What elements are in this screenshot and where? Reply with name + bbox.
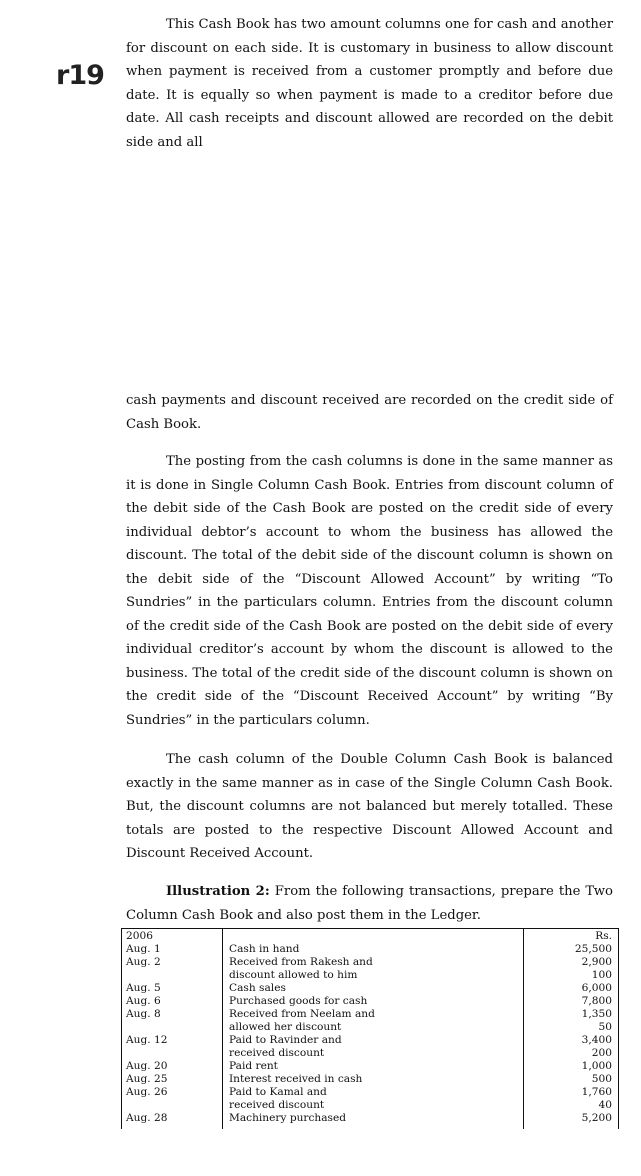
transactions-table xyxy=(121,928,619,1129)
date-cell: Aug. 8 xyxy=(126,1008,161,1020)
amount-column xyxy=(524,929,616,1129)
amount-cell: 1,760 xyxy=(581,1086,612,1098)
paragraph-balancing: The cash column of the Double Column Cash Book is balanced exactly in the same manner as in case of the Single Column Cash Book. But, the discount columns are not balanced but merely totalled. These totals are posted to the respective Discount Allowed Account and Discount Received Account. xyxy=(126,752,613,861)
description-cell: Interest received in cash xyxy=(229,1073,363,1085)
description-cell: Paid rent xyxy=(229,1060,278,1072)
description-cell: Cash sales xyxy=(229,982,286,994)
amount-cell: 6,000 xyxy=(581,982,612,994)
description-cell: Paid to Kamal and xyxy=(229,1086,327,1098)
illustration-text: From the following transactions, prepare the Two Column Cash Book and also post them in the Ledger. xyxy=(126,884,613,923)
date-cell: Aug. 5 xyxy=(126,982,161,994)
page-number: r19 xyxy=(56,60,104,91)
year-cell: 2006 xyxy=(126,930,153,942)
amount-cell: 500 xyxy=(591,1073,612,1085)
date-column xyxy=(122,929,223,1129)
date-cell: Aug. 1 xyxy=(126,943,161,955)
description-cell: Machinery purchased xyxy=(229,1112,347,1124)
amount-cell: 1,350 xyxy=(581,1008,612,1020)
description-cell: discount allowed to him xyxy=(229,969,358,981)
description-column xyxy=(223,929,524,1129)
date-cell: Aug. 28 xyxy=(126,1112,168,1124)
description-cell: Received from Rakesh and xyxy=(229,956,373,968)
illustration-heading: Illustration 2: xyxy=(166,884,270,899)
amount-cell: 50 xyxy=(598,1021,612,1033)
amount-cell: 100 xyxy=(591,969,612,981)
amount-cell: 2,900 xyxy=(581,956,612,968)
paragraph-cash-book-continued: cash payments and discount received are recorded on the credit side of Cash Book. xyxy=(126,393,613,432)
paragraph-cash-book-intro: This Cash Book has two amount columns one for cash and another for discount on each side. It is customary in business to allow discount when payment is received from a customer promptly and before due date. It is equally so when payment is made to a creditor before due date. All cash receipts and discount allowed are recorded on the debit side and all xyxy=(126,17,613,150)
amount-cell: 25,500 xyxy=(574,943,612,955)
amount-cell: 7,800 xyxy=(581,995,612,1007)
amount-cell: 5,200 xyxy=(581,1112,612,1124)
description-cell: Purchased goods for cash xyxy=(229,995,368,1007)
amount-cell: 200 xyxy=(591,1047,612,1059)
description-cell: received discount xyxy=(229,1099,325,1111)
paragraph-posting: The posting from the cash columns is done in the same manner as it is done in Single Column Cash Book. Entries from discount column of the debit side of the Cash Book are posted on the credit side of every individual debtor’s account to whom the business has allowed the discount. The total of the debit side of the discount column is shown on the debit side of the “Discount Allowed Account” by writing “To Sundries” in the particulars column. Entries from the discount column of the credit side of the Cash Book are posted on the debit side of every individual creditor’s account by whom the discount is allowed to the business. The total of the credit side of the discount column is shown on the credit side of the “Discount Received Account” by writing “By Sundries” in the particulars column. xyxy=(126,454,613,728)
description-cell: Paid to Ravinder and xyxy=(229,1034,342,1046)
date-cell: Aug. 25 xyxy=(126,1073,168,1085)
description-cell: Received from Neelam and xyxy=(229,1008,375,1020)
date-cell: Aug. 26 xyxy=(126,1086,168,1098)
currency-header-cell: Rs. xyxy=(595,930,612,942)
amount-cell: 40 xyxy=(598,1099,612,1111)
date-cell: Aug. 6 xyxy=(126,995,161,1007)
description-cell: allowed her discount xyxy=(229,1021,342,1033)
date-cell: Aug. 12 xyxy=(126,1034,168,1046)
amount-cell: 3,400 xyxy=(581,1034,612,1046)
illustration-intro xyxy=(126,880,613,927)
amount-cell: 1,000 xyxy=(581,1060,612,1072)
date-cell: Aug. 2 xyxy=(126,956,161,968)
description-cell: received discount xyxy=(229,1047,325,1059)
description-cell: Cash in hand xyxy=(229,943,300,955)
date-cell: Aug. 20 xyxy=(126,1060,168,1072)
